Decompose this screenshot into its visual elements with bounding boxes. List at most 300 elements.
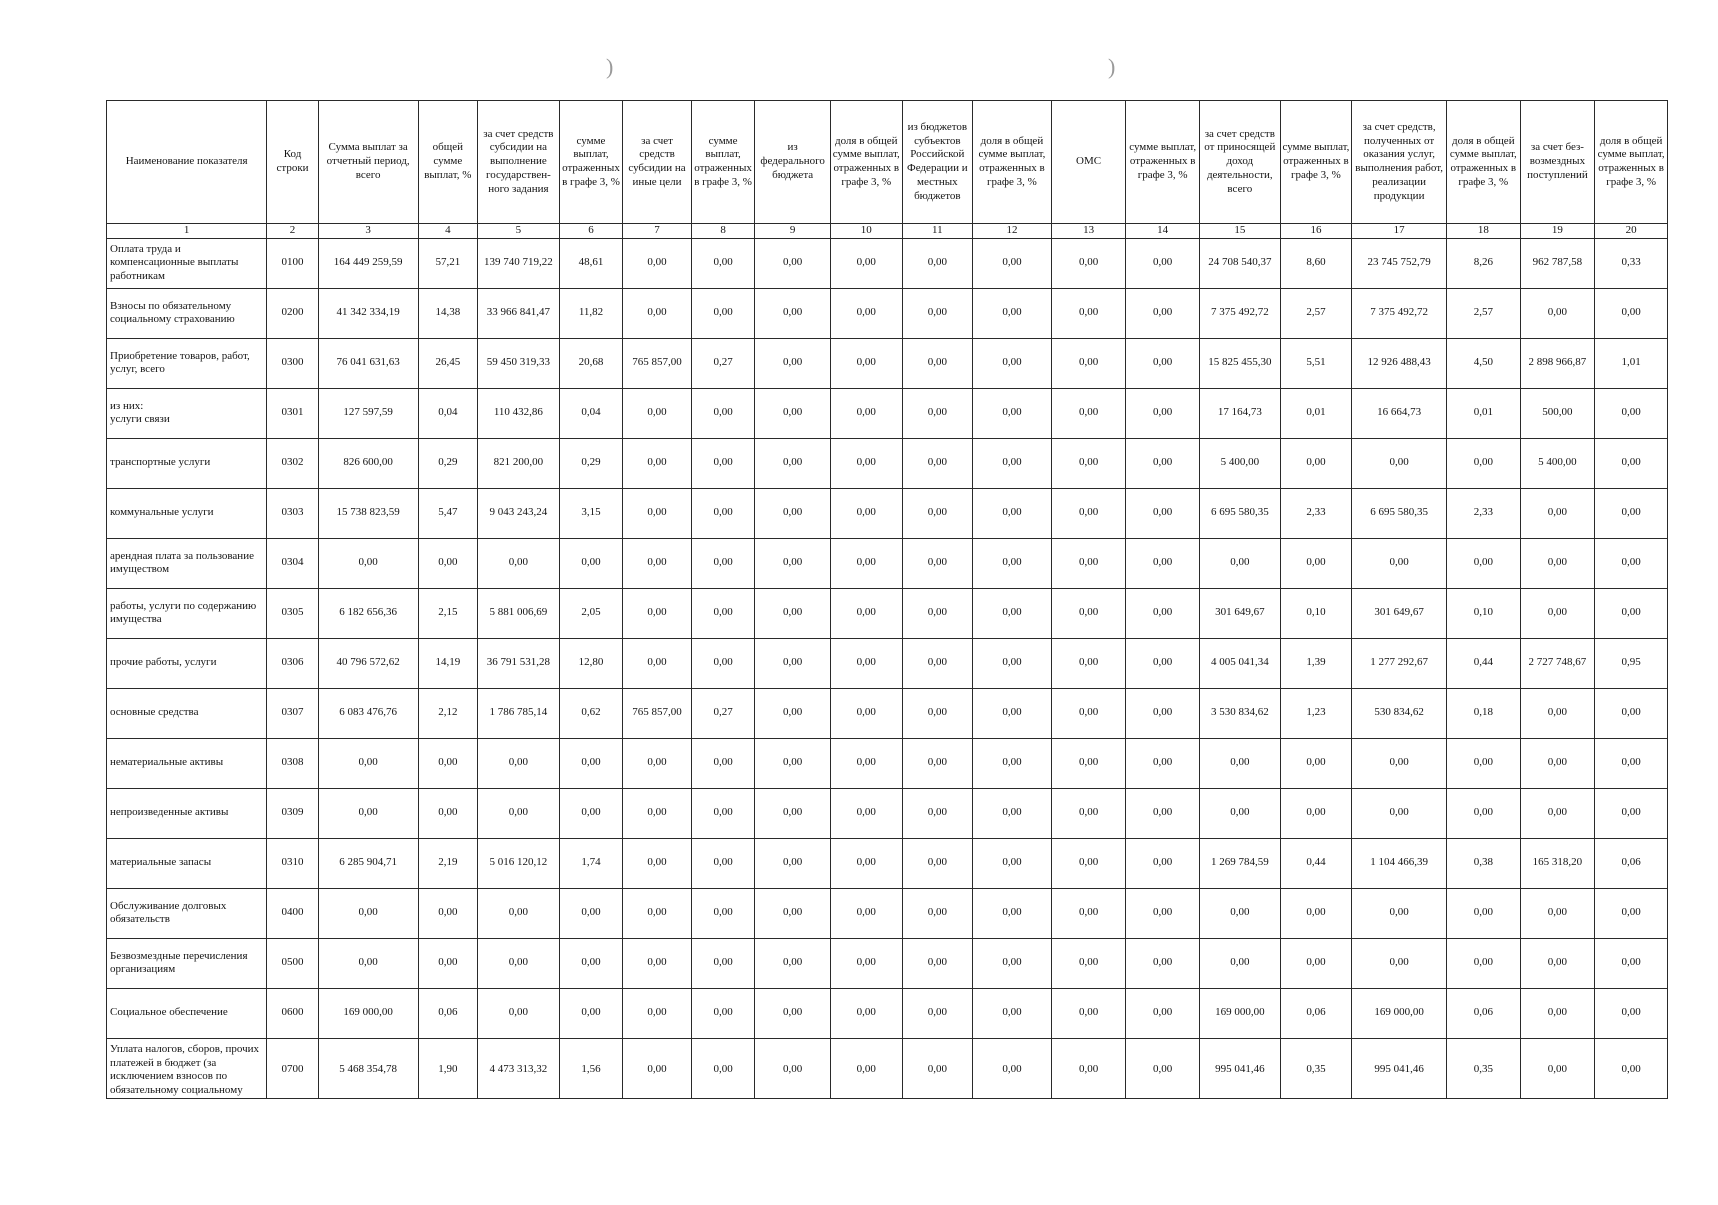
cell-value: 0,00 bbox=[973, 738, 1052, 788]
cell-value: 0,00 bbox=[1520, 738, 1595, 788]
row-name: транспортные услуги bbox=[107, 438, 267, 488]
cell-value: 0,00 bbox=[623, 738, 692, 788]
cell-value: 0,00 bbox=[691, 438, 755, 488]
cell-value: 0,00 bbox=[1126, 838, 1200, 888]
row-name: непроизведенные активы bbox=[107, 788, 267, 838]
table-row bbox=[107, 1038, 1668, 1098]
cell-value: 0,00 bbox=[1280, 788, 1352, 838]
cell-value: 0,00 bbox=[902, 838, 973, 888]
column-header: за счет средств, полученных от оказания услуг, выполнения работ, реализации продукции bbox=[1352, 101, 1447, 224]
cell-value: 17 164,73 bbox=[1199, 388, 1280, 438]
cell-value: 0,00 bbox=[1520, 538, 1595, 588]
column-header: сумме выплат, отраженных в графе 3, % bbox=[691, 101, 755, 224]
cell-value: 0,00 bbox=[1520, 688, 1595, 738]
header-row bbox=[107, 101, 1668, 224]
cell-value: 3,15 bbox=[559, 488, 623, 538]
cell-value: 530 834,62 bbox=[1352, 688, 1447, 738]
row-code: 0400 bbox=[267, 888, 318, 938]
cell-value: 0,00 bbox=[755, 788, 831, 838]
cell-value: 0,00 bbox=[559, 788, 623, 838]
cell-value: 0,00 bbox=[1199, 538, 1280, 588]
cell-value: 41 342 334,19 bbox=[318, 288, 418, 338]
cell-value: 0,00 bbox=[755, 688, 831, 738]
cell-value: 0,00 bbox=[1447, 738, 1521, 788]
cell-value: 0,00 bbox=[418, 788, 477, 838]
cell-value: 0,00 bbox=[623, 538, 692, 588]
cell-value: 0,00 bbox=[902, 388, 973, 438]
cell-value: 0,00 bbox=[1595, 488, 1668, 538]
cell-value: 765 857,00 bbox=[623, 688, 692, 738]
cell-value: 0,00 bbox=[1126, 238, 1200, 288]
cell-value: 0,00 bbox=[691, 838, 755, 888]
cell-value: 24 708 540,37 bbox=[1199, 238, 1280, 288]
cell-value: 2,33 bbox=[1447, 488, 1521, 538]
cell-value: 14,19 bbox=[418, 638, 477, 688]
cell-value: 0,00 bbox=[755, 338, 831, 388]
table-row bbox=[107, 588, 1668, 638]
cell-value: 0,00 bbox=[902, 888, 973, 938]
cell-value: 139 740 719,22 bbox=[478, 238, 560, 288]
cell-value: 0,27 bbox=[691, 338, 755, 388]
cell-value: 0,00 bbox=[318, 738, 418, 788]
cell-value: 0,00 bbox=[755, 238, 831, 288]
row-code: 0304 bbox=[267, 538, 318, 588]
cell-value: 0,10 bbox=[1280, 588, 1352, 638]
row-name: Социальное обеспечение bbox=[107, 988, 267, 1038]
column-number: 10 bbox=[830, 224, 902, 239]
cell-value: 0,00 bbox=[1352, 938, 1447, 988]
cell-value: 6 695 580,35 bbox=[1199, 488, 1280, 538]
table-body bbox=[107, 101, 1668, 1099]
cell-value: 0,00 bbox=[1447, 538, 1521, 588]
cell-value: 0,00 bbox=[478, 538, 560, 588]
cell-value: 6 695 580,35 bbox=[1352, 488, 1447, 538]
column-header: Код строки bbox=[267, 101, 318, 224]
cell-value: 0,00 bbox=[691, 788, 755, 838]
row-code: 0200 bbox=[267, 288, 318, 338]
cell-value: 301 649,67 bbox=[1199, 588, 1280, 638]
cell-value: 0,00 bbox=[418, 888, 477, 938]
cell-value: 26,45 bbox=[418, 338, 477, 388]
cell-value: 0,00 bbox=[1352, 788, 1447, 838]
column-number: 4 bbox=[418, 224, 477, 239]
cell-value: 0,00 bbox=[1199, 938, 1280, 988]
table-row bbox=[107, 988, 1668, 1038]
cell-value: 2 727 748,67 bbox=[1520, 638, 1595, 688]
cell-value: 11,82 bbox=[559, 288, 623, 338]
table-row bbox=[107, 738, 1668, 788]
cell-value: 0,00 bbox=[902, 1038, 973, 1098]
cell-value: 1 786 785,14 bbox=[478, 688, 560, 738]
cell-value: 0,00 bbox=[973, 788, 1052, 838]
cell-value: 0,00 bbox=[755, 388, 831, 438]
cell-value: 826 600,00 bbox=[318, 438, 418, 488]
cell-value: 0,44 bbox=[1280, 838, 1352, 888]
cell-value: 0,00 bbox=[1595, 538, 1668, 588]
cell-value: 0,00 bbox=[1051, 238, 1126, 288]
cell-value: 0,00 bbox=[623, 288, 692, 338]
cell-value: 0,00 bbox=[755, 1038, 831, 1098]
cell-value: 962 787,58 bbox=[1520, 238, 1595, 288]
cell-value: 0,00 bbox=[418, 938, 477, 988]
column-header: доля в общей сумме выплат, отраженных в графе 3, % bbox=[1595, 101, 1668, 224]
cell-value: 0,00 bbox=[973, 988, 1052, 1038]
cell-value: 995 041,46 bbox=[1352, 1038, 1447, 1098]
cell-value: 0,00 bbox=[691, 988, 755, 1038]
cell-value: 0,00 bbox=[691, 938, 755, 988]
cell-value: 0,00 bbox=[1520, 788, 1595, 838]
cell-value: 0,00 bbox=[1595, 888, 1668, 938]
cell-value: 1 269 784,59 bbox=[1199, 838, 1280, 888]
cell-value: 0,00 bbox=[902, 338, 973, 388]
row-code: 0302 bbox=[267, 438, 318, 488]
cell-value: 2,57 bbox=[1280, 288, 1352, 338]
cell-value: 0,00 bbox=[830, 438, 902, 488]
cell-value: 0,44 bbox=[1447, 638, 1521, 688]
column-number: 1 bbox=[107, 224, 267, 239]
cell-value: 0,00 bbox=[1595, 938, 1668, 988]
cell-value: 0,00 bbox=[691, 588, 755, 638]
cell-value: 0,00 bbox=[691, 1038, 755, 1098]
column-header: ОМС bbox=[1051, 101, 1126, 224]
cell-value: 0,00 bbox=[1051, 288, 1126, 338]
column-header: за счет средств субсидии на иные цели bbox=[623, 101, 692, 224]
cell-value: 0,00 bbox=[902, 488, 973, 538]
cell-value: 0,00 bbox=[830, 288, 902, 338]
cell-value: 0,00 bbox=[1199, 788, 1280, 838]
column-header: Наименование показателя bbox=[107, 101, 267, 224]
cell-value: 169 000,00 bbox=[1199, 988, 1280, 1038]
cell-value: 0,00 bbox=[623, 838, 692, 888]
cell-value: 14,38 bbox=[418, 288, 477, 338]
cell-value: 0,00 bbox=[1447, 788, 1521, 838]
row-code: 0308 bbox=[267, 738, 318, 788]
cell-value: 1,01 bbox=[1595, 338, 1668, 388]
cell-value: 0,00 bbox=[973, 538, 1052, 588]
column-header: доля в общей сумме выплат, отраженных в графе 3, % bbox=[830, 101, 902, 224]
column-header: сумме выплат, отраженных в графе 3, % bbox=[1280, 101, 1352, 224]
cell-value: 36 791 531,28 bbox=[478, 638, 560, 688]
cell-value: 0,00 bbox=[623, 938, 692, 988]
cell-value: 0,00 bbox=[1051, 888, 1126, 938]
row-name: арендная плата за пользование имуществом bbox=[107, 538, 267, 588]
column-header: доля в общей сумме выплат, отраженных в графе 3, % bbox=[973, 101, 1052, 224]
cell-value: 0,00 bbox=[559, 738, 623, 788]
column-header: за счет без-возмездных поступлений bbox=[1520, 101, 1595, 224]
scan-mark: ) bbox=[606, 54, 614, 79]
cell-value: 0,00 bbox=[623, 438, 692, 488]
cell-value: 0,00 bbox=[1352, 438, 1447, 488]
row-name: Взносы по обязательному социальному страхованию bbox=[107, 288, 267, 338]
cell-value: 0,10 bbox=[1447, 588, 1521, 638]
cell-value: 0,00 bbox=[1280, 438, 1352, 488]
table-row bbox=[107, 888, 1668, 938]
cell-value: 0,00 bbox=[1126, 288, 1200, 338]
cell-value: 0,00 bbox=[623, 388, 692, 438]
cell-value: 169 000,00 bbox=[318, 988, 418, 1038]
cell-value: 0,00 bbox=[902, 638, 973, 688]
cell-value: 0,00 bbox=[755, 588, 831, 638]
table-row bbox=[107, 338, 1668, 388]
cell-value: 0,00 bbox=[1051, 488, 1126, 538]
cell-value: 1,56 bbox=[559, 1038, 623, 1098]
cell-value: 0,06 bbox=[418, 988, 477, 1038]
payments-table bbox=[106, 100, 1668, 1099]
cell-value: 20,68 bbox=[559, 338, 623, 388]
cell-value: 0,00 bbox=[830, 338, 902, 388]
table-row bbox=[107, 938, 1668, 988]
cell-value: 127 597,59 bbox=[318, 388, 418, 438]
cell-value: 0,00 bbox=[902, 788, 973, 838]
cell-value: 0,00 bbox=[1126, 438, 1200, 488]
cell-value: 0,00 bbox=[318, 888, 418, 938]
cell-value: 995 041,46 bbox=[1199, 1038, 1280, 1098]
cell-value: 0,00 bbox=[623, 488, 692, 538]
table-row bbox=[107, 688, 1668, 738]
table-row bbox=[107, 388, 1668, 438]
cell-value: 0,00 bbox=[1595, 438, 1668, 488]
cell-value: 2 898 966,87 bbox=[1520, 338, 1595, 388]
cell-value: 0,00 bbox=[1352, 538, 1447, 588]
column-number: 8 bbox=[691, 224, 755, 239]
cell-value: 0,00 bbox=[902, 938, 973, 988]
column-number: 17 bbox=[1352, 224, 1447, 239]
cell-value: 0,00 bbox=[755, 888, 831, 938]
cell-value: 0,00 bbox=[1520, 488, 1595, 538]
cell-value: 765 857,00 bbox=[623, 338, 692, 388]
row-code: 0303 bbox=[267, 488, 318, 538]
cell-value: 2,33 bbox=[1280, 488, 1352, 538]
cell-value: 0,00 bbox=[1051, 388, 1126, 438]
row-code: 0700 bbox=[267, 1038, 318, 1098]
cell-value: 0,00 bbox=[1126, 488, 1200, 538]
cell-value: 0,00 bbox=[1447, 438, 1521, 488]
table-row bbox=[107, 438, 1668, 488]
row-code: 0306 bbox=[267, 638, 318, 688]
column-number: 19 bbox=[1520, 224, 1595, 239]
cell-value: 0,06 bbox=[1280, 988, 1352, 1038]
cell-value: 0,00 bbox=[1126, 338, 1200, 388]
cell-value: 0,00 bbox=[1051, 438, 1126, 488]
cell-value: 59 450 319,33 bbox=[478, 338, 560, 388]
row-name: прочие работы, услуги bbox=[107, 638, 267, 688]
cell-value: 0,00 bbox=[902, 988, 973, 1038]
cell-value: 0,00 bbox=[418, 738, 477, 788]
cell-value: 0,00 bbox=[973, 588, 1052, 638]
scan-mark: ) bbox=[1108, 54, 1116, 79]
cell-value: 0,06 bbox=[1447, 988, 1521, 1038]
row-name: Обслуживание долговых обязательств bbox=[107, 888, 267, 938]
cell-value: 0,00 bbox=[830, 638, 902, 688]
row-name: нематериальные активы bbox=[107, 738, 267, 788]
row-code: 0301 bbox=[267, 388, 318, 438]
cell-value: 0,00 bbox=[559, 888, 623, 938]
row-name: материальные запасы bbox=[107, 838, 267, 888]
cell-value: 0,00 bbox=[1051, 538, 1126, 588]
cell-value: 0,00 bbox=[973, 488, 1052, 538]
cell-value: 2,57 bbox=[1447, 288, 1521, 338]
cell-value: 4,50 bbox=[1447, 338, 1521, 388]
cell-value: 0,00 bbox=[1126, 988, 1200, 1038]
cell-value: 0,00 bbox=[691, 388, 755, 438]
cell-value: 0,00 bbox=[1126, 688, 1200, 738]
cell-value: 0,00 bbox=[973, 288, 1052, 338]
cell-value: 0,00 bbox=[623, 988, 692, 1038]
cell-value: 0,00 bbox=[902, 438, 973, 488]
cell-value: 5 016 120,12 bbox=[478, 838, 560, 888]
cell-value: 110 432,86 bbox=[478, 388, 560, 438]
cell-value: 7 375 492,72 bbox=[1352, 288, 1447, 338]
cell-value: 0,00 bbox=[902, 238, 973, 288]
cell-value: 0,00 bbox=[1126, 938, 1200, 988]
cell-value: 1 277 292,67 bbox=[1352, 638, 1447, 688]
cell-value: 2,05 bbox=[559, 588, 623, 638]
table-row bbox=[107, 788, 1668, 838]
column-header: из федерального бюджета bbox=[755, 101, 831, 224]
cell-value: 0,00 bbox=[318, 538, 418, 588]
column-number: 3 bbox=[318, 224, 418, 239]
cell-value: 0,00 bbox=[318, 788, 418, 838]
cell-value: 0,00 bbox=[830, 1038, 902, 1098]
column-header: сумме выплат, отраженных в графе 3, % bbox=[1126, 101, 1200, 224]
cell-value: 0,01 bbox=[1447, 388, 1521, 438]
cell-value: 0,00 bbox=[1520, 988, 1595, 1038]
cell-value: 8,26 bbox=[1447, 238, 1521, 288]
cell-value: 0,00 bbox=[830, 238, 902, 288]
cell-value: 0,00 bbox=[755, 488, 831, 538]
cell-value: 0,00 bbox=[1051, 738, 1126, 788]
column-number: 7 bbox=[623, 224, 692, 239]
cell-value: 5 400,00 bbox=[1199, 438, 1280, 488]
column-number: 12 bbox=[973, 224, 1052, 239]
cell-value: 0,00 bbox=[559, 938, 623, 988]
cell-value: 0,00 bbox=[1051, 638, 1126, 688]
cell-value: 0,00 bbox=[973, 938, 1052, 988]
cell-value: 0,00 bbox=[1051, 788, 1126, 838]
cell-value: 0,33 bbox=[1595, 238, 1668, 288]
cell-value: 0,18 bbox=[1447, 688, 1521, 738]
cell-value: 40 796 572,62 bbox=[318, 638, 418, 688]
column-header: доля в общей сумме выплат, отраженных в графе 3, % bbox=[1447, 101, 1521, 224]
cell-value: 0,00 bbox=[755, 988, 831, 1038]
cell-value: 0,00 bbox=[830, 688, 902, 738]
column-header: за счет средств от приносящей доход деятельности, всего bbox=[1199, 101, 1280, 224]
row-code: 0310 bbox=[267, 838, 318, 888]
cell-value: 0,00 bbox=[1051, 838, 1126, 888]
column-number: 14 bbox=[1126, 224, 1200, 239]
cell-value: 0,00 bbox=[830, 788, 902, 838]
cell-value: 0,00 bbox=[691, 538, 755, 588]
cell-value: 0,00 bbox=[1126, 738, 1200, 788]
cell-value: 0,00 bbox=[830, 988, 902, 1038]
cell-value: 6 083 476,76 bbox=[318, 688, 418, 738]
cell-value: 2,12 bbox=[418, 688, 477, 738]
cell-value: 0,06 bbox=[1595, 838, 1668, 888]
cell-value: 0,00 bbox=[623, 888, 692, 938]
cell-value: 5,47 bbox=[418, 488, 477, 538]
cell-value: 0,00 bbox=[691, 888, 755, 938]
cell-value: 0,00 bbox=[1520, 888, 1595, 938]
table-row bbox=[107, 538, 1668, 588]
cell-value: 0,62 bbox=[559, 688, 623, 738]
cell-value: 0,00 bbox=[755, 938, 831, 988]
row-code: 0300 bbox=[267, 338, 318, 388]
column-header: Сумма выплат за отчетный период, всего bbox=[318, 101, 418, 224]
cell-value: 2,15 bbox=[418, 588, 477, 638]
cell-value: 169 000,00 bbox=[1352, 988, 1447, 1038]
cell-value: 0,00 bbox=[478, 988, 560, 1038]
cell-value: 12 926 488,43 bbox=[1352, 338, 1447, 388]
cell-value: 0,00 bbox=[1126, 788, 1200, 838]
cell-value: 0,00 bbox=[1352, 888, 1447, 938]
cell-value: 0,00 bbox=[478, 788, 560, 838]
table-row bbox=[107, 288, 1668, 338]
cell-value: 0,95 bbox=[1595, 638, 1668, 688]
column-header: сумме выплат, отраженных в графе 3, % bbox=[559, 101, 623, 224]
table-row bbox=[107, 238, 1668, 288]
cell-value: 9 043 243,24 bbox=[478, 488, 560, 538]
cell-value: 821 200,00 bbox=[478, 438, 560, 488]
row-name: Приобретение товаров, работ, услуг, всего bbox=[107, 338, 267, 388]
cell-value: 1,74 bbox=[559, 838, 623, 888]
column-header: общей сумме выплат, % bbox=[418, 101, 477, 224]
cell-value: 0,00 bbox=[755, 738, 831, 788]
cell-value: 0,00 bbox=[1126, 538, 1200, 588]
column-number: 5 bbox=[478, 224, 560, 239]
cell-value: 0,00 bbox=[755, 838, 831, 888]
row-name: Безвозмездные перечисления организациям bbox=[107, 938, 267, 988]
cell-value: 0,00 bbox=[973, 1038, 1052, 1098]
cell-value: 7 375 492,72 bbox=[1199, 288, 1280, 338]
cell-value: 0,00 bbox=[559, 538, 623, 588]
cell-value: 0,00 bbox=[902, 288, 973, 338]
cell-value: 0,00 bbox=[830, 588, 902, 638]
cell-value: 0,00 bbox=[1595, 788, 1668, 838]
cell-value: 0,00 bbox=[755, 288, 831, 338]
cell-value: 57,21 bbox=[418, 238, 477, 288]
cell-value: 0,00 bbox=[1352, 738, 1447, 788]
cell-value: 0,00 bbox=[973, 388, 1052, 438]
cell-value: 0,00 bbox=[830, 538, 902, 588]
row-code: 0600 bbox=[267, 988, 318, 1038]
column-number: 15 bbox=[1199, 224, 1280, 239]
row-name: основные средства bbox=[107, 688, 267, 738]
cell-value: 0,00 bbox=[691, 238, 755, 288]
cell-value: 0,00 bbox=[1280, 738, 1352, 788]
cell-value: 0,00 bbox=[973, 238, 1052, 288]
cell-value: 0,00 bbox=[1595, 388, 1668, 438]
cell-value: 0,04 bbox=[418, 388, 477, 438]
cell-value: 0,00 bbox=[318, 938, 418, 988]
column-number: 18 bbox=[1447, 224, 1521, 239]
cell-value: 0,00 bbox=[1126, 888, 1200, 938]
cell-value: 0,00 bbox=[830, 488, 902, 538]
cell-value: 0,27 bbox=[691, 688, 755, 738]
cell-value: 0,00 bbox=[830, 938, 902, 988]
cell-value: 0,00 bbox=[1447, 938, 1521, 988]
cell-value: 0,00 bbox=[830, 888, 902, 938]
column-number: 13 bbox=[1051, 224, 1126, 239]
cell-value: 0,00 bbox=[691, 638, 755, 688]
cell-value: 0,00 bbox=[1051, 688, 1126, 738]
cell-value: 0,00 bbox=[1280, 888, 1352, 938]
cell-value: 0,00 bbox=[1595, 738, 1668, 788]
cell-value: 5 881 006,69 bbox=[478, 588, 560, 638]
cell-value: 4 473 313,32 bbox=[478, 1038, 560, 1098]
row-code: 0309 bbox=[267, 788, 318, 838]
cell-value: 5 468 354,78 bbox=[318, 1038, 418, 1098]
cell-value: 0,00 bbox=[1051, 988, 1126, 1038]
